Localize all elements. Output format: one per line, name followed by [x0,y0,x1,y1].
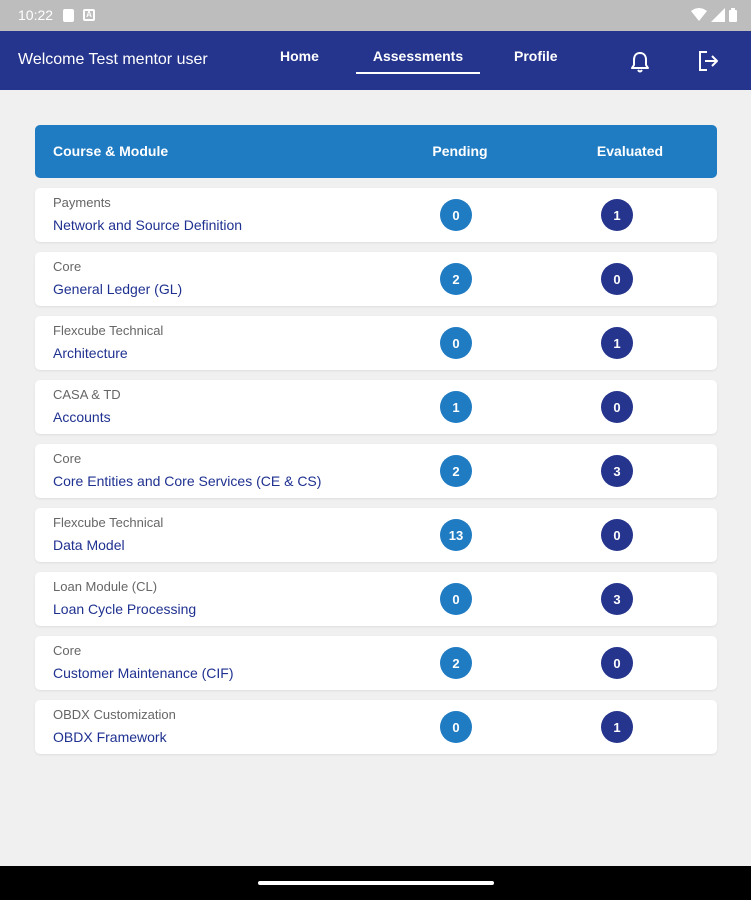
tab-profile[interactable]: Profile [514,48,558,64]
course-name: Core [53,643,82,658]
table-row[interactable] [35,444,717,498]
pending-count-badge: 2 [440,263,472,295]
status-bar [0,0,751,31]
header-pending: Pending [432,143,488,159]
system-navigation-bar [0,866,751,900]
evaluated-count-badge: 0 [601,263,633,295]
wifi-icon [691,8,707,22]
table-row[interactable] [35,508,717,562]
header-evaluated: Evaluated [596,143,664,159]
module-name: Architecture [53,345,128,361]
status-time: 10:22 [18,7,54,23]
pending-count-badge: 0 [440,327,472,359]
evaluated-count-badge: 3 [601,583,633,615]
module-name: Accounts [53,409,111,425]
pending-count-badge: 0 [440,199,472,231]
active-tab-indicator [356,72,480,74]
module-name: OBDX Framework [53,729,167,745]
evaluated-count-badge: 3 [601,455,633,487]
course-name: Payments [53,195,111,210]
app-bar [0,31,751,90]
welcome-text: Welcome Test mentor user [18,51,208,68]
course-name: Core [53,259,82,274]
course-name: Flexcube Technical [53,515,164,530]
table-row[interactable] [35,252,717,306]
table-header [35,125,717,178]
course-name: OBDX Customization [53,707,176,722]
course-name: CASA & TD [53,387,121,402]
pending-count-badge: 0 [440,583,472,615]
module-name: Customer Maintenance (CIF) [53,665,234,681]
notification-a-icon: A [83,9,95,21]
course-name: Loan Module (CL) [53,579,158,594]
module-name: Loan Cycle Processing [53,601,197,617]
pending-count-badge: 13 [440,519,472,551]
tab-assessments-label: Assessments [372,48,464,64]
module-name: Core Entities and Core Services (CE & CS) [53,473,322,489]
pending-count-badge: 2 [440,455,472,487]
tab-assessments[interactable] [356,48,480,64]
module-name: Data Model [53,537,125,553]
header-course-module: Course & Module [53,143,169,159]
module-name: Network and Source Definition [53,217,243,233]
evaluated-count-badge: 1 [601,327,633,359]
logout-icon[interactable] [697,50,719,72]
sim-card-icon [63,9,74,22]
table-row[interactable] [35,700,717,754]
evaluated-count-badge: 1 [601,711,633,743]
table-row[interactable] [35,380,717,434]
bell-icon[interactable] [630,51,650,73]
course-name: Core [53,451,82,466]
battery-icon [729,8,737,22]
pending-count-badge: 2 [440,647,472,679]
pending-count-badge: 0 [440,711,472,743]
evaluated-count-badge: 0 [601,519,633,551]
table-row[interactable] [35,572,717,626]
table-row[interactable] [35,636,717,690]
course-name: Flexcube Technical [53,323,164,338]
table-row[interactable] [35,316,717,370]
module-name: General Ledger (GL) [53,281,183,297]
home-indicator[interactable] [258,881,494,885]
evaluated-count-badge: 0 [601,647,633,679]
evaluated-count-badge: 0 [601,391,633,423]
tab-home[interactable]: Home [280,48,319,64]
signal-icon [711,8,725,22]
pending-count-badge: 1 [440,391,472,423]
evaluated-count-badge: 1 [601,199,633,231]
table-row[interactable] [35,188,717,242]
